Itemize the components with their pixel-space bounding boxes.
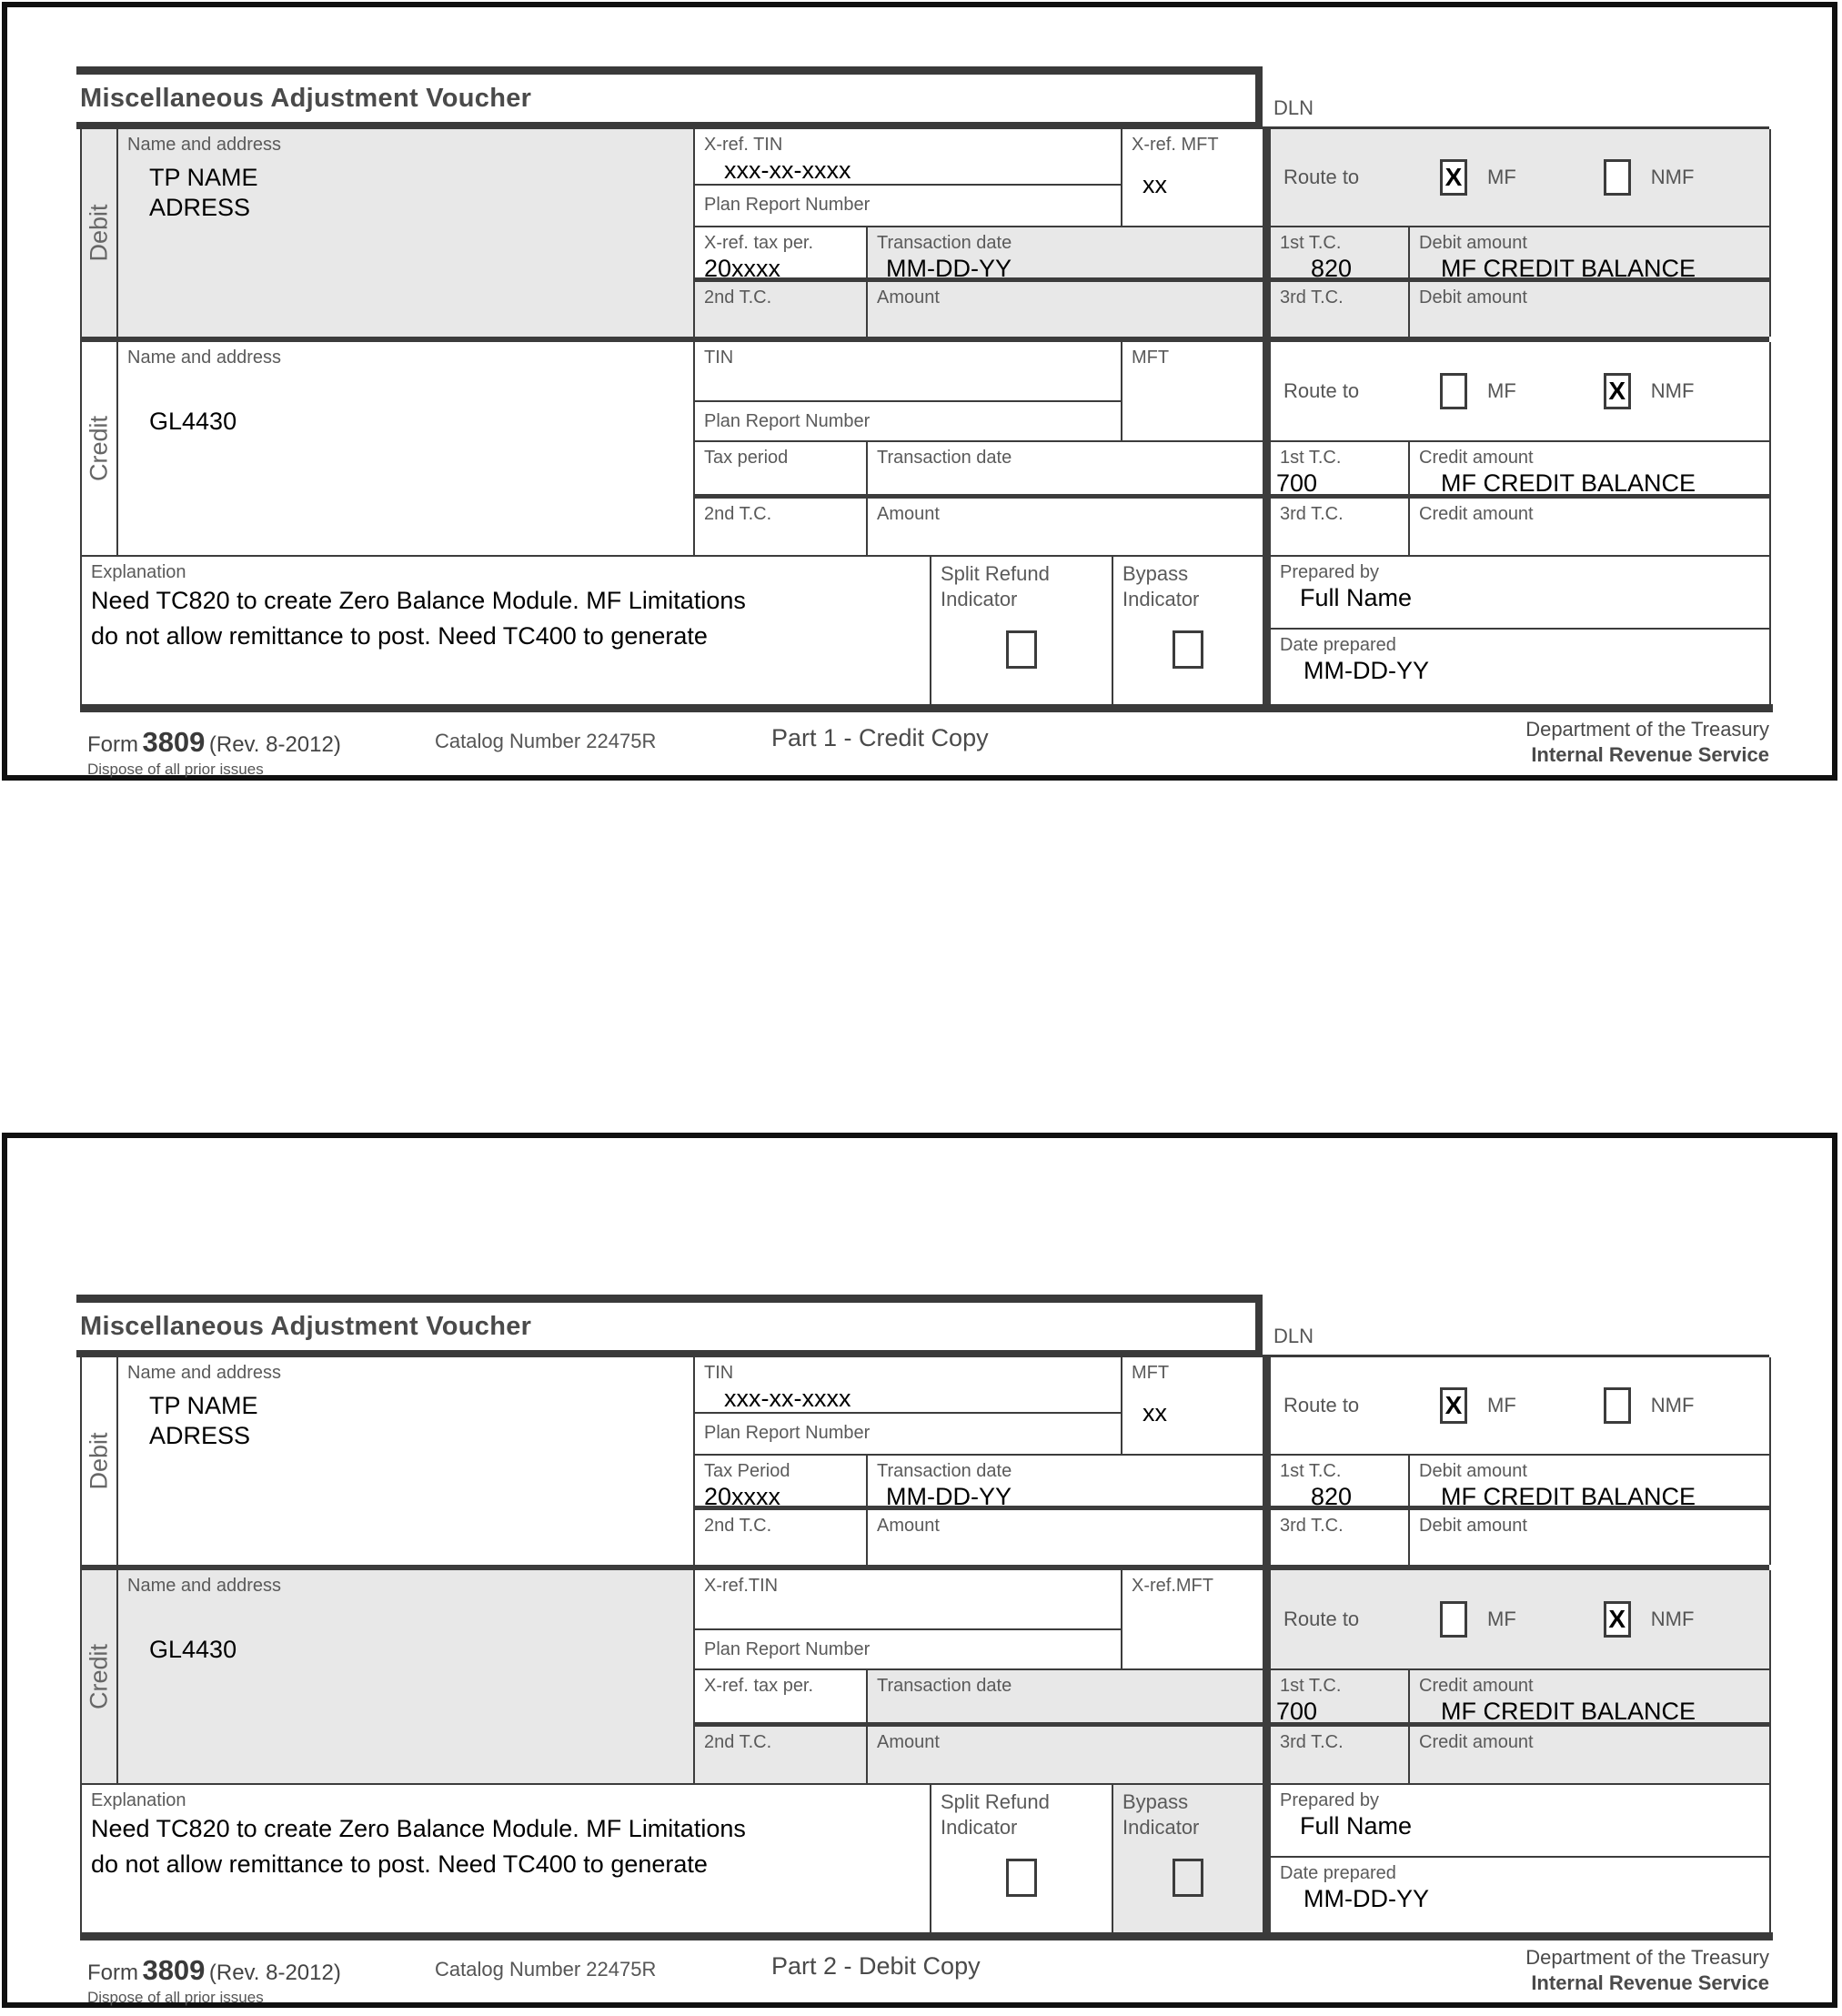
form1-credit-1sttc-cell — [1264, 442, 1410, 499]
form1-debit-amt3-label: Debit amount — [1419, 287, 1527, 307]
form1-explanation-label: Explanation — [91, 562, 186, 582]
form2-credit-2ndtc-label: 2nd T.C. — [704, 1732, 772, 1752]
form1-debit-amount-cell — [868, 282, 1264, 337]
form2-debit-1sttc-cell — [1264, 1456, 1410, 1510]
form2-debit-name-line2[interactable]: ADRESS — [149, 1422, 251, 1449]
form2-debit-mft-cell — [1122, 1357, 1264, 1456]
form1-credit-1sttc-label: 1st T.C. — [1280, 448, 1342, 468]
form1-debit-nmf-checkbox[interactable] — [1604, 159, 1631, 196]
form1-debit-taxper-label: X-ref. tax per. — [704, 233, 814, 253]
form2-date-prepared-cell — [1264, 1858, 1771, 1932]
form2-debit-transdate-value[interactable]: MM-DD-YY — [886, 1483, 1012, 1510]
form1-credit-amt1-label: Credit amount — [1419, 448, 1534, 468]
form2-footer — [80, 1946, 1769, 2016]
form2-credit-amt3-label: Credit amount — [1419, 1732, 1534, 1752]
form2-debit-nmf-checkbox[interactable] — [1604, 1387, 1631, 1424]
form1-date-prepared-label: Date prepared — [1280, 635, 1396, 655]
form2-credit-amt3-cell — [1410, 1727, 1771, 1785]
form2-credit-route-cell — [1264, 1570, 1771, 1670]
form1-credit-transdate-label: Transaction date — [877, 448, 1012, 468]
form1-credit-plan-cell — [695, 402, 1122, 442]
form1-credit-taxper-cell — [695, 442, 868, 499]
form1-credit-nmf-checkbox[interactable]: X — [1604, 373, 1631, 409]
form2-title-bottom-bar — [76, 1350, 1263, 1357]
form1-debit-2ndtc-label: 2nd T.C. — [704, 287, 772, 307]
form1-debit-tin-value[interactable]: xxx-xx-xxxx — [724, 156, 851, 184]
form1-debit-1sttc-label: 1st T.C. — [1280, 233, 1342, 253]
form1-table — [80, 129, 1769, 712]
form2-credit-name-cell — [118, 1570, 695, 1785]
form1-debit-side-cell — [82, 129, 118, 337]
form1-footer-catalog: Catalog Number 22475R — [435, 730, 657, 752]
form2-explanation-section — [80, 1785, 1769, 1932]
form2-credit-nmf-label: NMF — [1650, 1608, 1695, 1630]
form1-footer-form-word: Form — [87, 732, 138, 757]
form2-debit-tin-label: TIN — [704, 1363, 734, 1383]
form2-credit-2ndtc-cell — [695, 1727, 868, 1785]
form1-footer-dispose: Dispose of all prior issues — [87, 761, 264, 778]
form1-debit-transdate-value[interactable]: MM-DD-YY — [886, 255, 1012, 282]
form2-bypass-label2: Indicator — [1122, 1816, 1200, 1839]
form2-debit-tin-cell — [695, 1357, 1122, 1414]
form1-prepared-by-value[interactable]: Full Name — [1300, 584, 1413, 611]
form1-debit-section — [80, 129, 1769, 337]
form1-prepared-by-label: Prepared by — [1280, 562, 1379, 582]
form1-bypass-checkbox[interactable] — [1173, 630, 1203, 669]
form1-credit-mf-checkbox[interactable] — [1440, 373, 1467, 409]
form1-explanation-cell — [82, 557, 931, 704]
form2-debit-tin-value[interactable]: xxx-xx-xxxx — [724, 1385, 851, 1412]
form1-debit-mf-checkbox[interactable]: X — [1440, 159, 1467, 196]
form2-credit-tin-label: X-ref.TIN — [704, 1576, 779, 1596]
form2-title: Miscellaneous Adjustment Voucher — [80, 1312, 532, 1341]
form1-bypass-label1: Bypass — [1122, 562, 1189, 585]
form2-debit-plan-cell — [695, 1414, 1122, 1456]
form1-bottom-bar — [80, 704, 1773, 712]
form1-explanation-section — [80, 557, 1769, 704]
form1-debit-mf-label: MF — [1487, 166, 1516, 188]
form2-credit-1sttc-label: 1st T.C. — [1280, 1676, 1342, 1696]
form2-bypass-cell — [1113, 1785, 1264, 1932]
form2-footer-catalog: Catalog Number 22475R — [435, 1958, 657, 1981]
form1-credit-1sttc-value[interactable]: 700 — [1276, 469, 1318, 497]
form1-credit-amt3-cell — [1410, 499, 1771, 557]
form1-debit-amt1-cell — [1410, 227, 1771, 282]
form1-credit-amount-cell — [868, 499, 1264, 557]
form2-explanation-line1[interactable]: Need TC820 to create Zero Balance Module. MF Limitations — [91, 1815, 746, 1842]
form2-credit-tin-cell — [695, 1570, 1122, 1630]
form1-debit-plan-label: Plan Report Number — [704, 195, 871, 215]
form2-debit-amt1-cell — [1410, 1456, 1771, 1510]
form2-debit-route-cell — [1264, 1357, 1771, 1456]
form2-credit-side-cell — [82, 1570, 118, 1785]
form1-debit-plan-cell — [695, 186, 1122, 227]
form2-table — [80, 1357, 1769, 1940]
form2-dln-label: DLN — [1273, 1325, 1314, 1347]
form2-footer-form-line — [87, 1954, 341, 1987]
form1-explanation-line2[interactable]: do not allow remittance to post. Need TC400 to generate — [91, 622, 708, 650]
form1-credit-route-cell — [1264, 342, 1771, 442]
form1-debit-route-cell — [1264, 129, 1771, 227]
form2-credit-route-label: Route to — [1283, 1608, 1360, 1630]
form2-credit-amt1-value[interactable]: MF CREDIT BALANCE — [1441, 1698, 1696, 1725]
form1-bypass-cell — [1113, 557, 1264, 704]
form1-debit-side-label: Debit — [85, 204, 113, 262]
form2-credit-3rdtc-cell — [1264, 1727, 1410, 1785]
form2-credit-plan-label: Plan Report Number — [704, 1639, 871, 1659]
form1-credit-3rdtc-cell — [1264, 499, 1410, 557]
form2-credit-mft-cell — [1122, 1570, 1264, 1670]
form1-credit-mf-label: MF — [1487, 379, 1516, 402]
form2-credit-taxper-cell — [695, 1670, 868, 1727]
form2-split-refund-label1: Split Refund — [941, 1790, 1050, 1813]
form1-credit-amt1-cell — [1410, 442, 1771, 499]
form1-credit-amt3-label: Credit amount — [1419, 504, 1534, 524]
form1-debit-tin-label: X-ref. TIN — [704, 135, 783, 155]
form1-footer-part: Part 1 - Credit Copy — [771, 724, 989, 751]
form2-debit-name-line1[interactable]: TP NAME — [149, 1392, 258, 1419]
form2-credit-section — [80, 1565, 1769, 1785]
form2-debit-taxper-cell — [695, 1456, 868, 1510]
form2-footer-dispose: Dispose of all prior issues — [87, 1989, 264, 2006]
form1-credit-side-label: Credit — [85, 415, 113, 482]
form2-explanation-label: Explanation — [91, 1790, 186, 1810]
form2-date-prepared-value[interactable]: MM-DD-YY — [1303, 1885, 1429, 1912]
form2-split-refund-checkbox[interactable] — [1006, 1859, 1037, 1897]
form2-debit-2ndtc-cell — [695, 1510, 868, 1565]
form2-title-top-bar — [76, 1295, 1263, 1303]
form2-debit-amt1-value[interactable]: MF CREDIT BALANCE — [1441, 1483, 1696, 1510]
form1-credit-name-label: Name and address — [127, 348, 281, 368]
form1-title-connector — [1255, 66, 1263, 129]
form1-debit-taxper-value[interactable]: 20xxxx — [704, 255, 781, 282]
form1-credit-side-cell — [82, 342, 118, 557]
form2-footer-form-word: Form — [87, 1961, 138, 1985]
form2-debit-taxper-value[interactable]: 20xxxx — [704, 1483, 781, 1510]
form1-credit-plan-label: Plan Report Number — [704, 411, 871, 431]
form2-credit-amt1-cell — [1410, 1670, 1771, 1727]
form2-debit-mft-value[interactable]: xx — [1142, 1399, 1167, 1426]
form1-debit-3rdtc-label: 3rd T.C. — [1280, 287, 1344, 307]
form1-date-prepared-value[interactable]: MM-DD-YY — [1303, 657, 1429, 684]
form1-debit-amt3-cell — [1410, 282, 1771, 337]
form1-debit-amt1-label: Debit amount — [1419, 233, 1527, 253]
form2-debit-nmf-label: NMF — [1650, 1394, 1695, 1416]
form2-debit-plan-label: Plan Report Number — [704, 1423, 871, 1443]
form1-debit-nmf-label: NMF — [1650, 166, 1695, 188]
form2-prepared-by-value[interactable]: Full Name — [1300, 1812, 1413, 1840]
form2-explanation-line2[interactable]: do not allow remittance to post. Need TC400 to generate — [91, 1850, 708, 1878]
form2-credit-side-label: Credit — [85, 1643, 113, 1710]
form1-title: Miscellaneous Adjustment Voucher — [80, 84, 532, 113]
form1-footer-dept-line1: Department of the Treasury — [1525, 718, 1769, 741]
form1-credit-name-cell — [118, 342, 695, 557]
form2-debit-amount-cell — [868, 1510, 1264, 1565]
form1-debit-amt1-value[interactable]: MF CREDIT BALANCE — [1441, 255, 1696, 282]
form1-footer-dept-line2: Internal Revenue Service — [1531, 743, 1769, 766]
form1-credit-mft-cell — [1122, 342, 1264, 442]
form2-prepared-by-cell — [1264, 1785, 1771, 1858]
form2-debit-transdate-cell — [868, 1456, 1264, 1510]
form1-prepared-by-cell — [1264, 557, 1771, 630]
form1-debit-1sttc-value[interactable]: 820 — [1311, 255, 1353, 282]
form2-debit-amount-label: Amount — [877, 1516, 940, 1536]
form2-debit-name-cell — [118, 1357, 695, 1565]
form1-credit-name-line1[interactable]: GL4430 — [149, 408, 237, 435]
form1-debit-tin-cell — [695, 129, 1122, 186]
form2-bypass-checkbox[interactable] — [1173, 1859, 1203, 1897]
form1-credit-section — [80, 337, 1769, 557]
form2-debit-transdate-label: Transaction date — [877, 1461, 1012, 1481]
form2-debit-taxper-label: Tax Period — [704, 1461, 790, 1481]
form2-explanation-cell — [82, 1785, 931, 1932]
form2-debit-3rdtc-label: 3rd T.C. — [1280, 1516, 1344, 1536]
form2-debit-mf-checkbox[interactable]: X — [1440, 1387, 1467, 1424]
form2-debit-section — [80, 1357, 1769, 1565]
form1-dln-label: DLN — [1273, 96, 1314, 119]
form1-title-top-bar — [76, 66, 1263, 75]
form2-credit-amount-label: Amount — [877, 1732, 940, 1752]
form2-debit-mft-label: MFT — [1132, 1363, 1170, 1383]
form1-debit-name-label: Name and address — [127, 135, 281, 155]
form1-debit-mft-cell — [1122, 129, 1264, 227]
form1-debit-1sttc-cell — [1264, 227, 1410, 282]
form2-title-connector — [1255, 1295, 1263, 1357]
form1-debit-taxper-cell — [695, 227, 868, 282]
form2-credit-name-label: Name and address — [127, 1576, 281, 1596]
form1-debit-name-cell — [118, 129, 695, 337]
form2-split-refund-label2: Indicator — [941, 1816, 1018, 1839]
form1-credit-3rdtc-label: 3rd T.C. — [1280, 504, 1344, 524]
form2-credit-taxper-label: X-ref. tax per. — [704, 1676, 814, 1696]
form2-credit-amount-cell — [868, 1727, 1264, 1785]
form1-credit-taxper-label: Tax period — [704, 448, 789, 468]
form1-credit-amount-label: Amount — [877, 504, 940, 524]
form2-credit-1sttc-value[interactable]: 700 — [1276, 1698, 1318, 1725]
form1-date-prepared-cell — [1264, 630, 1771, 704]
form2-split-refund-cell — [931, 1785, 1113, 1932]
form2-credit-mf-label: MF — [1487, 1608, 1516, 1630]
form2-footer-dept-line1: Department of the Treasury — [1525, 1946, 1769, 1969]
form1-credit-transdate-cell — [868, 442, 1264, 499]
form1-split-refund-checkbox[interactable] — [1006, 630, 1037, 669]
form1-footer-form-line — [87, 726, 341, 759]
form1-credit-route-label: Route to — [1283, 379, 1360, 402]
form1-credit-2ndtc-label: 2nd T.C. — [704, 504, 772, 524]
form2-credit-transdate-label: Transaction date — [877, 1676, 1012, 1696]
form2-debit-1sttc-label: 1st T.C. — [1280, 1461, 1342, 1481]
form2-debit-route-label: Route to — [1283, 1394, 1360, 1416]
form2-debit-amt1-label: Debit amount — [1419, 1461, 1527, 1481]
form1-debit-mft-value[interactable]: xx — [1142, 171, 1167, 198]
form1-footer-rev: (Rev. 8-2012) — [208, 732, 341, 757]
form1-footer-department — [1525, 717, 1769, 768]
form1-footer-form-number: 3809 — [142, 726, 206, 758]
form1-debit-3rdtc-cell — [1264, 282, 1410, 337]
form2-debit-side-cell — [82, 1357, 118, 1565]
form1-debit-name-line1[interactable]: TP NAME — [149, 164, 258, 191]
form2-credit-3rdtc-label: 3rd T.C. — [1280, 1732, 1344, 1752]
form2-credit-nmf-checkbox[interactable]: X — [1604, 1601, 1631, 1638]
form1-split-refund-label1: Split Refund — [941, 562, 1050, 585]
form1-split-refund-label2: Indicator — [941, 588, 1018, 610]
form2-credit-amt1-label: Credit amount — [1419, 1676, 1534, 1696]
form2-debit-3rdtc-cell — [1264, 1510, 1410, 1565]
form2-debit-name-label: Name and address — [127, 1363, 281, 1383]
form2-credit-mf-checkbox[interactable] — [1440, 1601, 1467, 1638]
form2-footer-part: Part 2 - Debit Copy — [771, 1952, 981, 1980]
form1-debit-2ndtc-cell — [695, 282, 868, 337]
form1-credit-2ndtc-cell — [695, 499, 868, 557]
form2-debit-1sttc-value[interactable]: 820 — [1311, 1483, 1353, 1510]
form1-credit-mft-label: MFT — [1132, 348, 1170, 368]
form1-credit-amt1-value[interactable]: MF CREDIT BALANCE — [1441, 469, 1696, 497]
form2-prepared-by-label: Prepared by — [1280, 1790, 1379, 1810]
form2-footer-rev: (Rev. 8-2012) — [208, 1961, 341, 1985]
form1-debit-mft-label: X-ref. MFT — [1132, 135, 1219, 155]
form1-credit-nmf-label: NMF — [1650, 379, 1695, 402]
form2-credit-name-line1[interactable]: GL4430 — [149, 1636, 237, 1663]
form1-bypass-label2: Indicator — [1122, 588, 1200, 610]
form1-footer — [80, 718, 1769, 788]
form2-debit-amt3-cell — [1410, 1510, 1771, 1565]
form1-explanation-line1[interactable]: Need TC820 to create Zero Balance Module. MF Limitations — [91, 587, 746, 614]
form2-bypass-label1: Bypass — [1122, 1790, 1189, 1813]
form1-credit-tin-label: TIN — [704, 348, 734, 368]
form2-debit-2ndtc-label: 2nd T.C. — [704, 1516, 772, 1536]
form2-debit-amt3-label: Debit amount — [1419, 1516, 1527, 1536]
form1-debit-name-line2[interactable]: ADRESS — [149, 194, 251, 221]
form2-credit-plan-cell — [695, 1630, 1122, 1670]
form1-credit-tin-cell — [695, 342, 1122, 402]
form2-footer-department — [1525, 1945, 1769, 1996]
form2-bottom-bar — [80, 1932, 1773, 1940]
form1-split-refund-cell — [931, 557, 1113, 704]
form1-debit-amount-label: Amount — [877, 287, 940, 307]
form2-date-prepared-label: Date prepared — [1280, 1863, 1396, 1883]
form2-credit-transdate-cell — [868, 1670, 1264, 1727]
form2-debit-side-label: Debit — [85, 1432, 113, 1490]
form2-credit-mft-label: X-ref.MFT — [1132, 1576, 1213, 1596]
form1-debit-transdate-label: Transaction date — [877, 233, 1012, 253]
form2-footer-dept-line2: Internal Revenue Service — [1531, 1971, 1769, 1994]
form1-debit-transdate-cell — [868, 227, 1264, 282]
form1-debit-route-label: Route to — [1283, 166, 1360, 188]
form2-footer-form-number: 3809 — [142, 1954, 206, 1986]
form2-credit-1sttc-cell — [1264, 1670, 1410, 1727]
form1-title-bottom-bar — [76, 122, 1263, 129]
form2-debit-mf-label: MF — [1487, 1394, 1516, 1416]
